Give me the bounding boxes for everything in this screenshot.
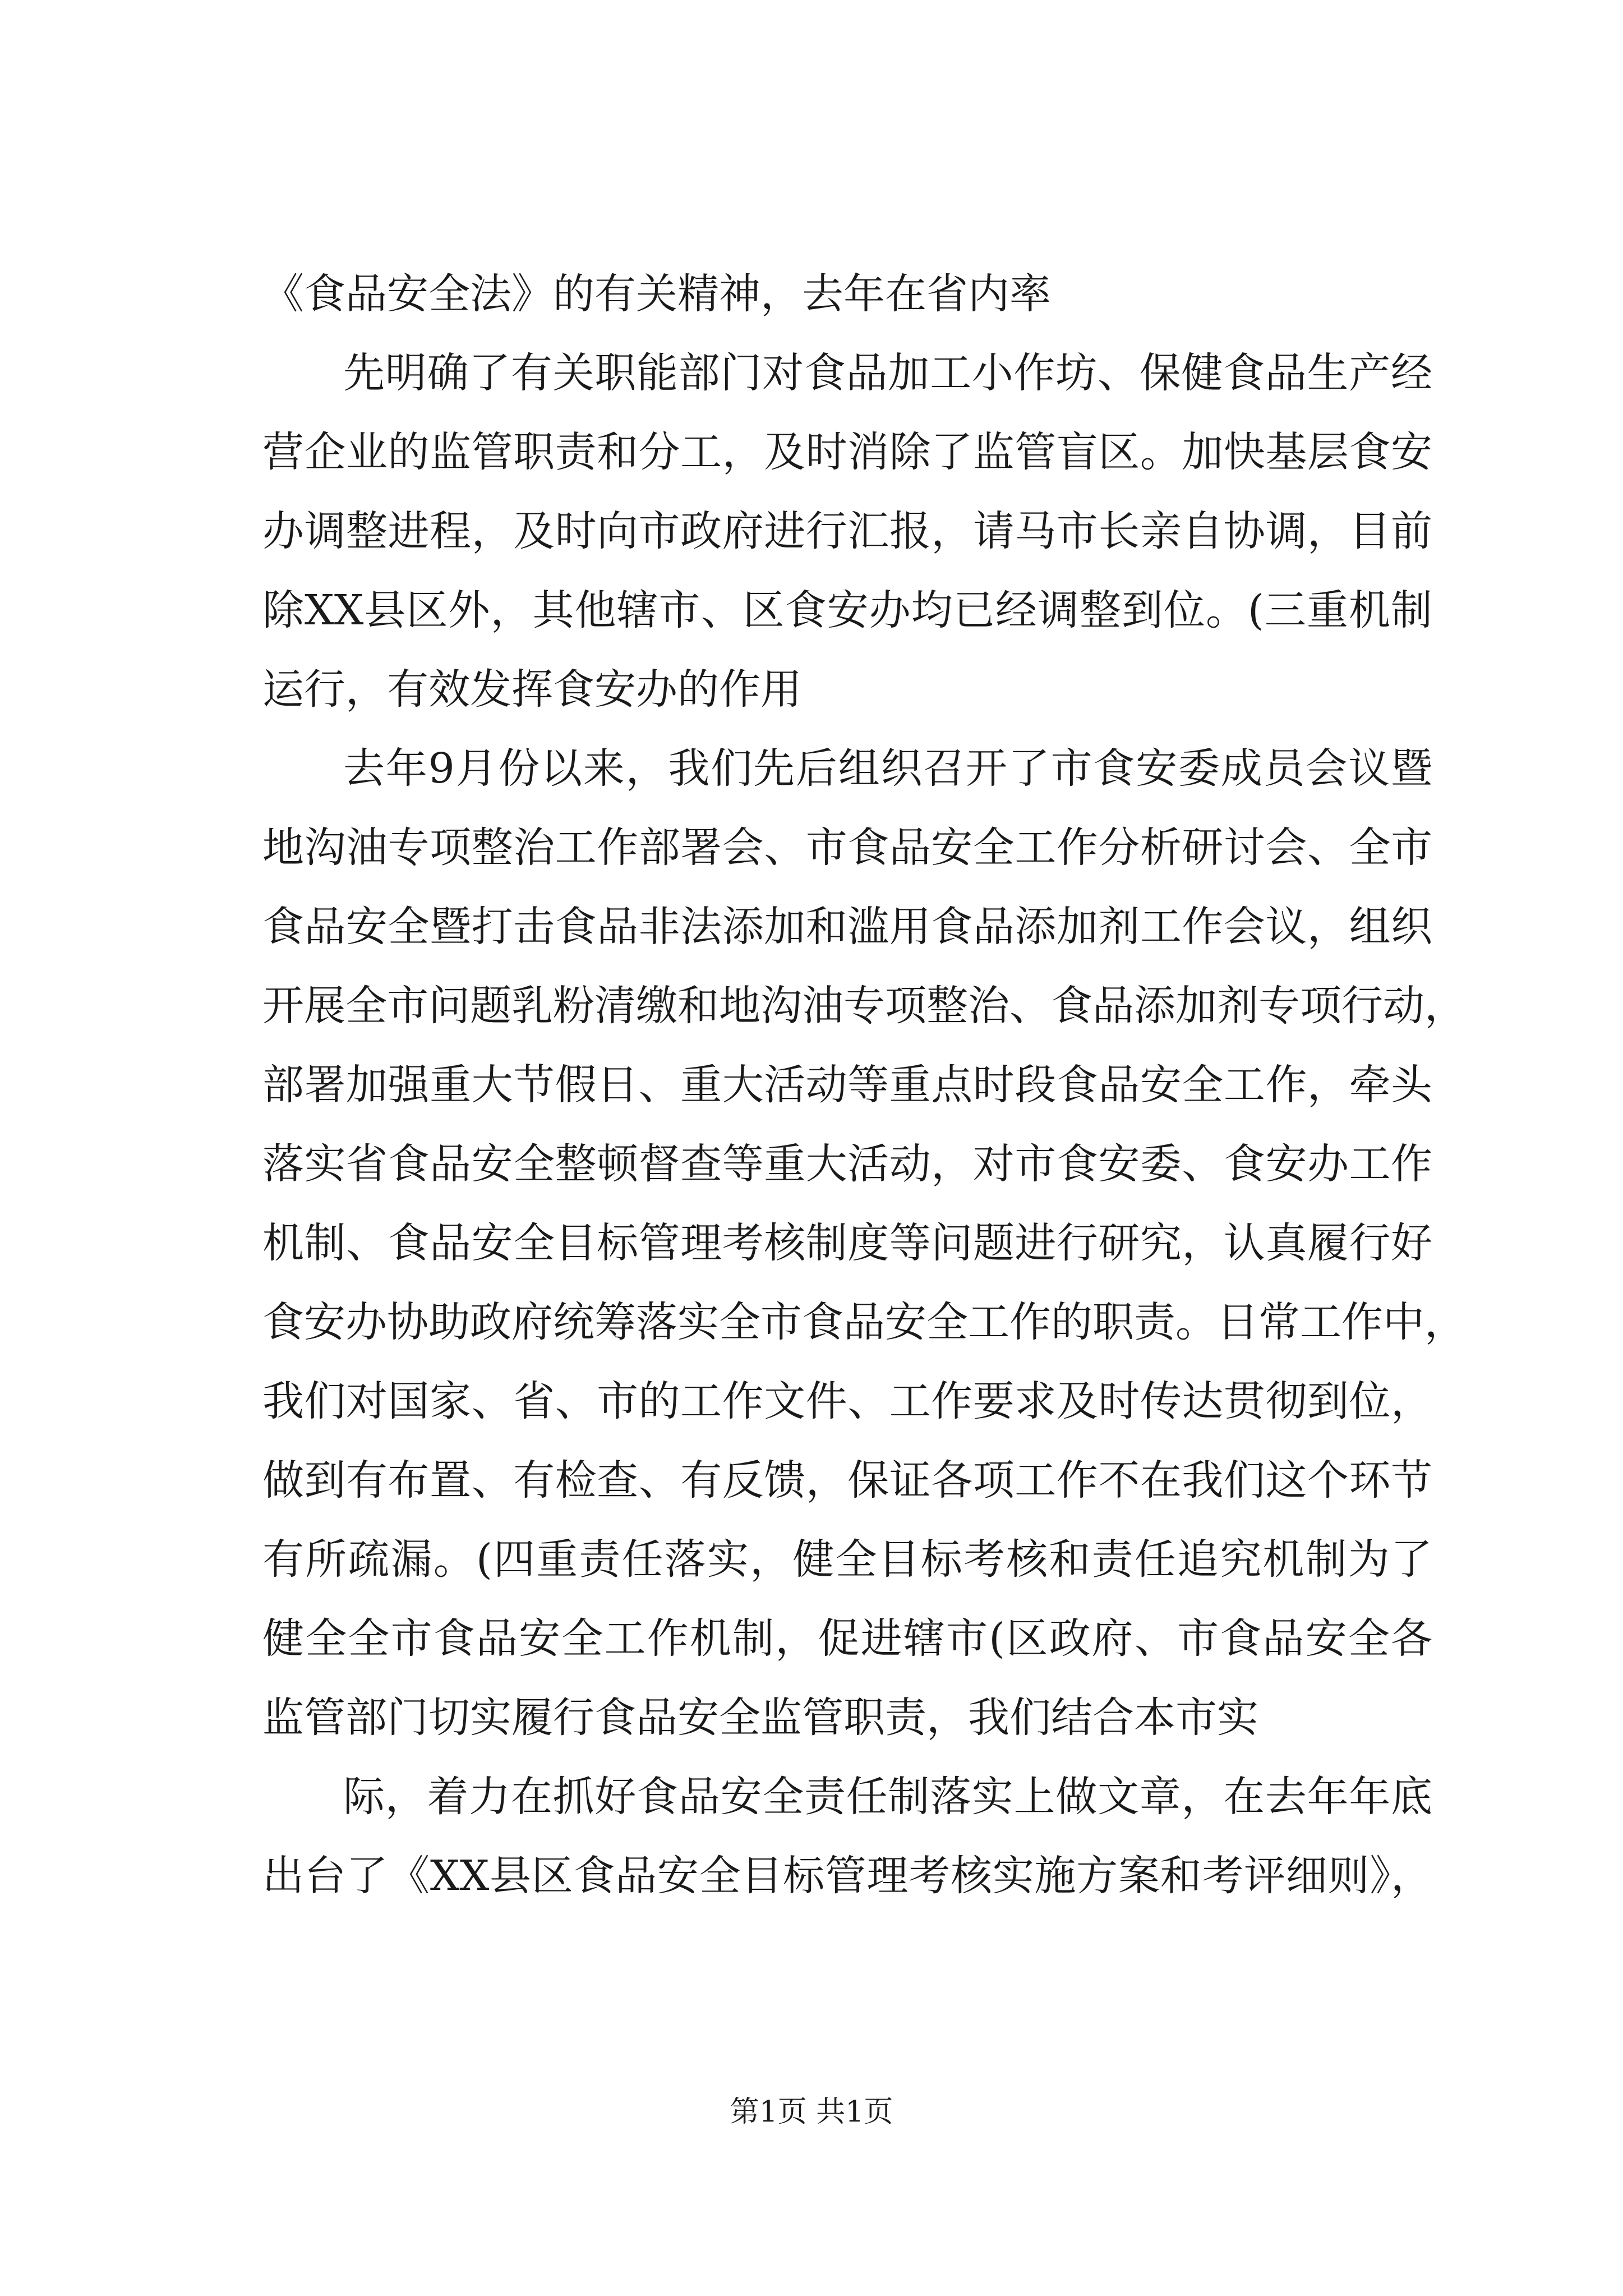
text-line: 去年9月份以来，我们先后组织召开了市食安委成员会议暨 (343, 744, 1432, 793)
text-line: 食品安全暨打击食品非法添加和滥用食品添加剂工作会议，组织 (262, 903, 1432, 951)
text-line: 有所疏漏。(四重责任落实，健全目标考核和责任追究机制为了 (262, 1535, 1432, 1584)
page-number-footer: 第1页 共1页 (730, 2095, 893, 2129)
text-line: 做到有布置、有检查、有反馈，保证各项工作不在我们这个环节 (262, 1456, 1432, 1504)
text-line: 食安办协助政府统筹落实全市食品安全工作的职责。日常工作中， (262, 1298, 1466, 1346)
text-line: 我们对国家、省、市的工作文件、工作要求及时传达贯彻到位， (262, 1377, 1432, 1425)
text-line: 部署加强重大节假日、重大活动等重点时段食品安全工作，牵头 (262, 1061, 1432, 1109)
text-line: 落实省食品安全整顿督查等重大活动，对市食安委、食安办工作 (262, 1140, 1432, 1188)
text-line: 办调整进程，及时向市政府进行汇报，请马市长亲自协调，目前 (262, 507, 1432, 555)
text-line: 际，着力在抓好食品安全责任制落实上做文章，在去年年底 (343, 1773, 1432, 1821)
text-line: 开展全市问题乳粉清缴和地沟油专项整治、食品添加剂专项行动， (262, 982, 1466, 1030)
text-line: 除XX县区外，其他辖市、区食安办均已经调整到位。(三重机制 (262, 586, 1432, 634)
document-body (262, 255, 1466, 1916)
text-line: 先明确了有关职能部门对食品加工小作坊、保健食品生产经 (343, 349, 1432, 397)
text-line: 地沟油专项整治工作部署会、市食品安全工作分析研讨会、全市 (262, 823, 1432, 872)
text-line: 营企业的监管职责和分工，及时消除了监管盲区。加快基层食安 (262, 428, 1432, 476)
text-line: 机制、食品安全目标管理考核制度等问题进行研究，认真履行好 (262, 1219, 1432, 1267)
text-line: 监管部门切实履行食品安全监管职责，我们结合本市实 (262, 1694, 1258, 1742)
text-line: 《食品安全法》的有关精神，去年在省内率 (262, 270, 1051, 318)
text-line: 出台了《XX县区食品安全目标管理考核实施方案和考评细则》， (262, 1852, 1432, 1900)
text-line: 健全全市食品安全工作机制，促进辖市(区政府、市食品安全各 (262, 1614, 1432, 1663)
text-line: 运行，有效发挥食安办的作用 (262, 665, 802, 714)
